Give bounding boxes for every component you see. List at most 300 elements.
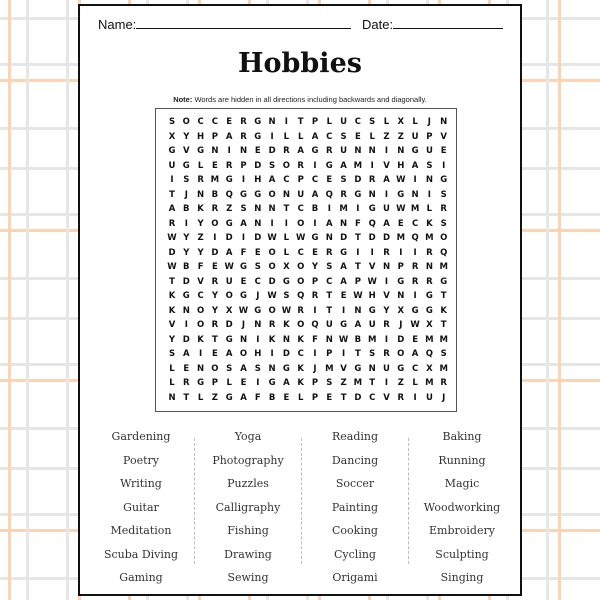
grid-letter[interactable]: I (256, 378, 260, 388)
grid-letter[interactable]: G (254, 117, 262, 127)
grid-letter[interactable]: R (311, 291, 319, 301)
grid-letter[interactable]: R (297, 305, 304, 316)
grid-letter[interactable]: M (425, 334, 434, 345)
grid-letter[interactable]: I (370, 160, 374, 171)
grid-letter[interactable]: S (369, 349, 376, 359)
grid-letter[interactable]: E (254, 247, 261, 258)
grid-letter[interactable]: N (368, 363, 376, 374)
grid-letter[interactable]: N (239, 334, 248, 345)
grid-letter[interactable]: K (168, 305, 176, 316)
grid-letter[interactable]: R (397, 392, 405, 403)
grid-letter[interactable]: I (199, 349, 203, 359)
grid-letter[interactable]: P (311, 392, 319, 403)
grid-letter[interactable]: R (183, 378, 190, 388)
grid-letter[interactable]: Q (297, 291, 305, 301)
grid-letter[interactable]: E (226, 117, 233, 127)
grid-letter[interactable]: R (211, 320, 219, 330)
grid-letter[interactable]: R (283, 146, 290, 156)
grid-letter[interactable]: I (313, 160, 317, 171)
grid-letter[interactable]: O (196, 305, 205, 316)
grid-letter[interactable]: L (297, 131, 304, 142)
grid-letter[interactable]: R (440, 378, 447, 388)
grid-letter[interactable]: A (340, 262, 347, 272)
grid-letter[interactable]: O (297, 262, 305, 272)
grid-letter[interactable]: P (426, 131, 433, 142)
grid-letter[interactable]: Y (183, 247, 190, 258)
grid-letter[interactable]: L (412, 117, 418, 127)
grid-letter[interactable]: I (184, 218, 188, 229)
grid-letter[interactable]: U (383, 363, 390, 374)
grid-letter[interactable]: G (225, 392, 233, 403)
grid-letter[interactable]: D (168, 247, 176, 258)
grid-letter[interactable]: P (397, 262, 404, 272)
grid-letter[interactable]: T (326, 305, 333, 316)
grid-letter[interactable]: N (168, 392, 176, 403)
grid-letter[interactable]: N (254, 320, 262, 330)
grid-letter[interactable]: I (270, 131, 274, 142)
grid-letter[interactable]: N (254, 204, 262, 214)
grid-letter[interactable]: W (267, 233, 277, 243)
grid-letter[interactable]: L (412, 378, 418, 388)
grid-letter[interactable]: S (340, 175, 347, 185)
grid-letter[interactable]: M (353, 378, 363, 388)
grid-letter[interactable]: W (281, 305, 292, 316)
grid-letter[interactable]: O (268, 262, 276, 272)
grid-letter[interactable]: U (168, 160, 176, 171)
grid-letter[interactable]: G (225, 218, 233, 229)
grid-letter[interactable]: D (368, 233, 376, 243)
grid-letter[interactable]: X (225, 305, 233, 316)
grid-letter[interactable]: K (297, 363, 304, 374)
grid-letter[interactable]: Q (225, 189, 233, 200)
grid-letter[interactable]: A (297, 146, 304, 156)
grid-letter[interactable]: D (397, 334, 405, 345)
grid-letter[interactable]: J (399, 320, 403, 330)
grid-letter[interactable]: Z (340, 378, 347, 388)
grid-letter[interactable]: X (397, 305, 405, 316)
grid-letter[interactable]: N (411, 189, 419, 200)
grid-letter[interactable]: D (182, 334, 190, 345)
grid-letter[interactable]: P (311, 276, 319, 287)
grid-letter[interactable]: L (283, 131, 290, 142)
grid-letter[interactable]: T (297, 117, 304, 127)
grid-letter[interactable]: N (211, 146, 219, 156)
grid-letter[interactable]: H (254, 349, 262, 359)
grid-letter[interactable]: R (268, 320, 276, 330)
grid-letter[interactable]: C (369, 392, 376, 403)
grid-letter[interactable]: P (311, 117, 319, 127)
grid-letter[interactable]: Y (311, 262, 319, 272)
grid-letter[interactable]: K (197, 334, 204, 345)
grid-letter[interactable]: E (412, 334, 418, 345)
grid-letter[interactable]: K (197, 204, 204, 214)
grid-letter[interactable]: S (183, 175, 190, 185)
grid-letter[interactable]: Z (383, 131, 390, 142)
grid-letter[interactable]: R (225, 160, 233, 171)
grid-letter[interactable]: X (168, 131, 176, 142)
grid-letter[interactable]: S (340, 131, 347, 142)
grid-letter[interactable]: Z (211, 392, 218, 403)
grid-letter[interactable]: G (225, 334, 233, 345)
grid-letter[interactable]: A (326, 218, 333, 229)
grid-letter[interactable]: Y (183, 233, 190, 243)
grid-letter[interactable]: R (340, 189, 347, 200)
grid-letter[interactable]: O (268, 189, 276, 200)
grid-letter[interactable]: N (268, 117, 276, 127)
grid-letter[interactable]: N (340, 218, 348, 229)
grid-letter[interactable]: Q (425, 349, 433, 359)
grid-letter[interactable]: G (425, 291, 433, 301)
grid-letter[interactable]: F (197, 262, 204, 272)
grid-letter[interactable]: H (368, 291, 376, 301)
grid-letter[interactable]: K (440, 305, 447, 316)
grid-letter[interactable]: W (367, 276, 377, 287)
grid-letter[interactable]: X (426, 320, 433, 330)
grid-letter[interactable]: Q (325, 189, 333, 200)
grid-letter[interactable]: E (183, 363, 190, 374)
grid-letter[interactable]: A (311, 189, 319, 200)
grid-letter[interactable]: L (197, 392, 204, 403)
grid-letter[interactable]: C (297, 204, 304, 214)
grid-letter[interactable]: R (168, 218, 176, 229)
grid-letter[interactable]: N (368, 146, 376, 156)
grid-letter[interactable]: T (169, 189, 175, 200)
grid-letter[interactable]: R (440, 204, 447, 214)
grid-letter[interactable]: S (240, 204, 247, 214)
grid-letter[interactable]: A (268, 175, 276, 185)
grid-letter[interactable]: Z (197, 233, 204, 243)
grid-letter[interactable]: U (297, 189, 305, 200)
grid-letter[interactable]: Y (383, 305, 390, 316)
grid-letter[interactable]: G (197, 146, 205, 156)
grid-letter[interactable]: M (339, 204, 348, 214)
grid-letter[interactable]: T (369, 378, 376, 388)
grid-letter[interactable]: O (297, 320, 305, 330)
grid-letter[interactable]: T (169, 276, 175, 287)
grid-letter[interactable]: K (297, 378, 304, 388)
grid-letter[interactable]: R (211, 276, 219, 287)
grid-letter[interactable]: G (225, 175, 233, 185)
grid-letter[interactable]: I (384, 334, 389, 345)
grid-letter[interactable]: Q (411, 233, 419, 243)
grid-letter[interactable]: G (397, 363, 405, 374)
grid-letter[interactable]: I (256, 334, 260, 345)
grid-letter[interactable]: I (284, 117, 288, 127)
grid-letter[interactable]: L (197, 160, 204, 171)
grid-letter[interactable]: B (183, 262, 190, 272)
grid-letter[interactable]: K (168, 291, 176, 301)
grid-letter[interactable]: D (354, 392, 362, 403)
grid-letter[interactable]: I (241, 233, 246, 243)
grid-letter[interactable]: O (182, 117, 190, 127)
grid-letter[interactable]: S (168, 349, 176, 359)
grid-letter[interactable]: J (442, 392, 446, 403)
grid-letter[interactable]: Y (183, 131, 190, 142)
grid-letter[interactable]: G (440, 276, 448, 287)
grid-letter[interactable]: E (440, 146, 447, 156)
grid-letter[interactable]: E (397, 218, 404, 229)
grid-letter[interactable]: C (326, 276, 333, 287)
grid-letter[interactable]: S (440, 218, 447, 229)
grid-letter[interactable]: O (225, 291, 233, 301)
grid-letter[interactable]: E (240, 276, 247, 287)
grid-letter[interactable]: N (282, 334, 290, 345)
grid-letter[interactable]: I (384, 378, 389, 388)
name-field[interactable] (98, 16, 351, 32)
grid-letter[interactable]: Y (211, 305, 218, 316)
name-line[interactable] (136, 16, 351, 29)
grid-letter[interactable]: Y (197, 218, 204, 229)
grid-letter[interactable]: U (325, 320, 333, 330)
grid-letter[interactable]: R (326, 146, 333, 156)
grid-letter[interactable]: B (354, 334, 362, 345)
grid-letter[interactable]: B (211, 189, 219, 200)
grid-letter[interactable]: N (354, 305, 362, 316)
grid-letter[interactable]: A (168, 204, 176, 214)
grid-letter[interactable]: G (254, 189, 262, 200)
grid-letter[interactable]: L (426, 204, 433, 214)
grid-letter[interactable]: G (397, 276, 405, 287)
grid-letter[interactable]: X (283, 262, 290, 272)
grid-letter[interactable]: N (425, 262, 433, 272)
grid-letter[interactable]: X (397, 117, 405, 127)
grid-letter[interactable]: U (225, 276, 233, 287)
grid-letter[interactable]: J (241, 320, 246, 330)
grid-letter[interactable]: E (326, 392, 333, 403)
grid-letter[interactable]: P (211, 131, 218, 142)
grid-letter[interactable]: E (211, 160, 218, 171)
grid-letter[interactable]: Z (397, 378, 404, 388)
grid-letter[interactable]: P (240, 160, 247, 171)
grid-letter[interactable]: W (295, 233, 306, 243)
grid-letter[interactable]: I (342, 305, 346, 316)
grid-letter[interactable]: F (254, 392, 261, 403)
grid-letter[interactable]: D (340, 233, 348, 243)
grid-letter[interactable]: M (367, 334, 377, 345)
grid-letter[interactable]: Q (368, 218, 376, 229)
grid-letter[interactable]: A (225, 131, 233, 142)
grid-letter[interactable]: G (197, 378, 205, 388)
grid-letter[interactable]: R (240, 131, 247, 142)
grid-letter[interactable]: I (342, 349, 346, 359)
grid-letter[interactable]: C (197, 117, 204, 127)
grid-letter[interactable]: E (283, 392, 290, 403)
grid-letter[interactable]: R (326, 247, 333, 258)
grid-letter[interactable]: N (397, 291, 405, 301)
grid-letter[interactable]: S (326, 378, 333, 388)
grid-letter[interactable]: A (411, 160, 419, 171)
grid-letter[interactable]: Z (226, 204, 233, 214)
grid-letter[interactable]: U (368, 320, 376, 330)
grid-letter[interactable]: I (370, 247, 374, 258)
grid-letter[interactable]: V (197, 276, 204, 287)
grid-letter[interactable]: P (211, 378, 218, 388)
grid-letter[interactable]: G (168, 146, 176, 156)
grid-letter[interactable]: S (440, 349, 447, 359)
grid-letter[interactable]: E (354, 131, 361, 142)
grid-letter[interactable]: M (325, 363, 334, 374)
grid-letter[interactable]: G (397, 189, 405, 200)
grid-letter[interactable]: H (397, 160, 405, 171)
grid-letter[interactable]: E (240, 378, 247, 388)
grid-letter[interactable]: G (340, 247, 348, 258)
grid-letter[interactable]: W (238, 305, 249, 316)
grid-letter[interactable]: N (182, 305, 190, 316)
grid-letter[interactable]: N (354, 146, 362, 156)
grid-letter[interactable]: N (325, 233, 333, 243)
grid-letter[interactable]: I (356, 247, 360, 258)
date-field[interactable] (362, 16, 503, 32)
grid-letter[interactable]: P (297, 175, 304, 185)
grid-letter[interactable]: P (354, 276, 361, 287)
grid-letter[interactable]: R (297, 160, 304, 171)
grid-letter[interactable]: E (254, 146, 261, 156)
grid-letter[interactable]: E (340, 291, 347, 301)
grid-letter[interactable]: N (382, 262, 391, 272)
grid-letter[interactable]: C (311, 175, 319, 185)
grid-letter[interactable]: D (254, 233, 262, 243)
grid-letter[interactable]: C (326, 131, 333, 142)
grid-letter[interactable]: D (268, 276, 276, 287)
grid-letter[interactable]: A (183, 349, 190, 359)
grid-letter[interactable]: E (312, 247, 318, 258)
grid-letter[interactable]: Y (168, 334, 176, 345)
grid-letter[interactable]: W (396, 175, 406, 185)
grid-letter[interactable]: A (225, 247, 233, 258)
grid-letter[interactable]: I (327, 204, 331, 214)
grid-letter[interactable]: I (384, 146, 389, 156)
grid-letter[interactable]: C (411, 218, 419, 229)
grid-letter[interactable]: G (311, 146, 319, 156)
grid-letter[interactable]: T (326, 291, 333, 301)
grid-letter[interactable]: O (211, 218, 219, 229)
grid-letter[interactable]: Y (197, 247, 204, 258)
grid-letter[interactable]: O (397, 349, 405, 359)
grid-letter[interactable]: V (183, 146, 190, 156)
grid-letter[interactable]: R (368, 175, 376, 185)
grid-letter[interactable]: V (340, 363, 347, 374)
grid-letter[interactable]: N (425, 175, 433, 185)
grid-letter[interactable]: T (183, 392, 190, 403)
grid-letter[interactable]: M (425, 378, 434, 388)
grid-letter[interactable]: M (353, 160, 363, 171)
grid-letter[interactable]: U (340, 146, 348, 156)
grid-letter[interactable]: B (183, 204, 190, 214)
grid-letter[interactable]: G (254, 305, 262, 316)
grid-letter[interactable]: N (282, 189, 290, 200)
grid-letter[interactable]: I (427, 189, 431, 200)
grid-letter[interactable]: S (369, 117, 376, 127)
grid-letter[interactable]: Z (397, 131, 404, 142)
grid-letter[interactable]: M (410, 204, 420, 214)
grid-letter[interactable]: L (226, 378, 232, 388)
grid-letter[interactable]: R (383, 247, 390, 258)
grid-letter[interactable]: J (313, 363, 317, 374)
grid-letter[interactable]: E (326, 175, 333, 185)
date-line[interactable] (393, 16, 503, 29)
grid-letter[interactable]: I (399, 247, 403, 258)
grid-letter[interactable]: Q (440, 247, 448, 258)
grid-letter[interactable]: R (383, 349, 390, 359)
grid-letter[interactable]: T (354, 349, 361, 359)
grid-letter[interactable]: F (312, 334, 318, 345)
grid-letter[interactable]: R (411, 262, 419, 272)
grid-letter[interactable]: I (442, 160, 446, 171)
grid-letter[interactable]: M (439, 334, 448, 345)
grid-letter[interactable]: R (426, 247, 433, 258)
grid-letter[interactable]: A (225, 349, 233, 359)
grid-letter[interactable]: U (340, 117, 348, 127)
grid-letter[interactable]: O (211, 363, 219, 374)
grid-letter[interactable]: G (411, 146, 419, 156)
grid-letter[interactable]: J (427, 117, 431, 127)
grid-letter[interactable]: R (426, 276, 433, 287)
grid-letter[interactable]: I (313, 305, 317, 316)
grid-letter[interactable]: O (282, 160, 290, 171)
grid-letter[interactable]: O (268, 247, 276, 258)
grid-letter[interactable]: G (240, 291, 247, 301)
grid-letter[interactable]: O (196, 320, 205, 330)
grid-letter[interactable]: V (440, 131, 447, 142)
grid-letter[interactable]: K (268, 334, 276, 345)
grid-letter[interactable]: U (411, 131, 419, 142)
grid-letter[interactable]: L (283, 233, 290, 243)
grid-letter[interactable]: G (282, 363, 290, 374)
grid-letter[interactable]: N (440, 117, 448, 127)
grid-letter[interactable]: I (413, 392, 417, 403)
grid-letter[interactable]: L (283, 247, 290, 258)
grid-letter[interactable]: I (270, 349, 274, 359)
grid-letter[interactable]: G (411, 305, 419, 316)
grid-letter[interactable]: T (354, 262, 361, 272)
grid-letter[interactable]: Y (211, 291, 218, 301)
grid-letter[interactable]: K (297, 334, 304, 345)
grid-letter[interactable]: S (168, 117, 176, 127)
grid-letter[interactable]: C (197, 291, 204, 301)
grid-letter[interactable]: V (383, 160, 390, 171)
grid-letter[interactable]: H (197, 131, 205, 142)
grid-letter[interactable]: F (354, 218, 361, 229)
grid-letter[interactable]: I (413, 247, 417, 258)
grid-letter[interactable]: L (297, 392, 304, 403)
grid-letter[interactable]: D (225, 320, 233, 330)
grid-letter[interactable]: B (311, 204, 319, 214)
grid-letter[interactable]: G (368, 204, 376, 214)
grid-letter[interactable]: D (225, 233, 233, 243)
grid-letter[interactable]: S (283, 291, 290, 301)
grid-letter[interactable]: M (210, 175, 220, 185)
grid-letter[interactable]: G (268, 378, 276, 388)
grid-letter[interactable]: W (410, 320, 420, 330)
grid-letter[interactable]: I (356, 204, 360, 214)
grid-letter[interactable]: S (426, 160, 433, 171)
grid-letter[interactable]: U (425, 392, 433, 403)
grid-letter[interactable]: N (368, 189, 376, 200)
grid-letter[interactable]: G (311, 233, 319, 243)
grid-letter[interactable]: K (426, 218, 433, 229)
grid-letter[interactable]: E (211, 349, 218, 359)
grid-letter[interactable]: A (283, 378, 290, 388)
grid-letter[interactable]: I (241, 175, 246, 185)
grid-letter[interactable]: V (368, 262, 376, 272)
grid-letter[interactable]: I (270, 218, 274, 229)
grid-letter[interactable]: G (440, 175, 448, 185)
grid-letter[interactable]: A (383, 175, 390, 185)
grid-letter[interactable]: A (240, 392, 247, 403)
grid-letter[interactable]: R (211, 204, 219, 214)
grid-letter[interactable]: N (197, 363, 205, 374)
grid-letter[interactable]: N (254, 218, 262, 229)
